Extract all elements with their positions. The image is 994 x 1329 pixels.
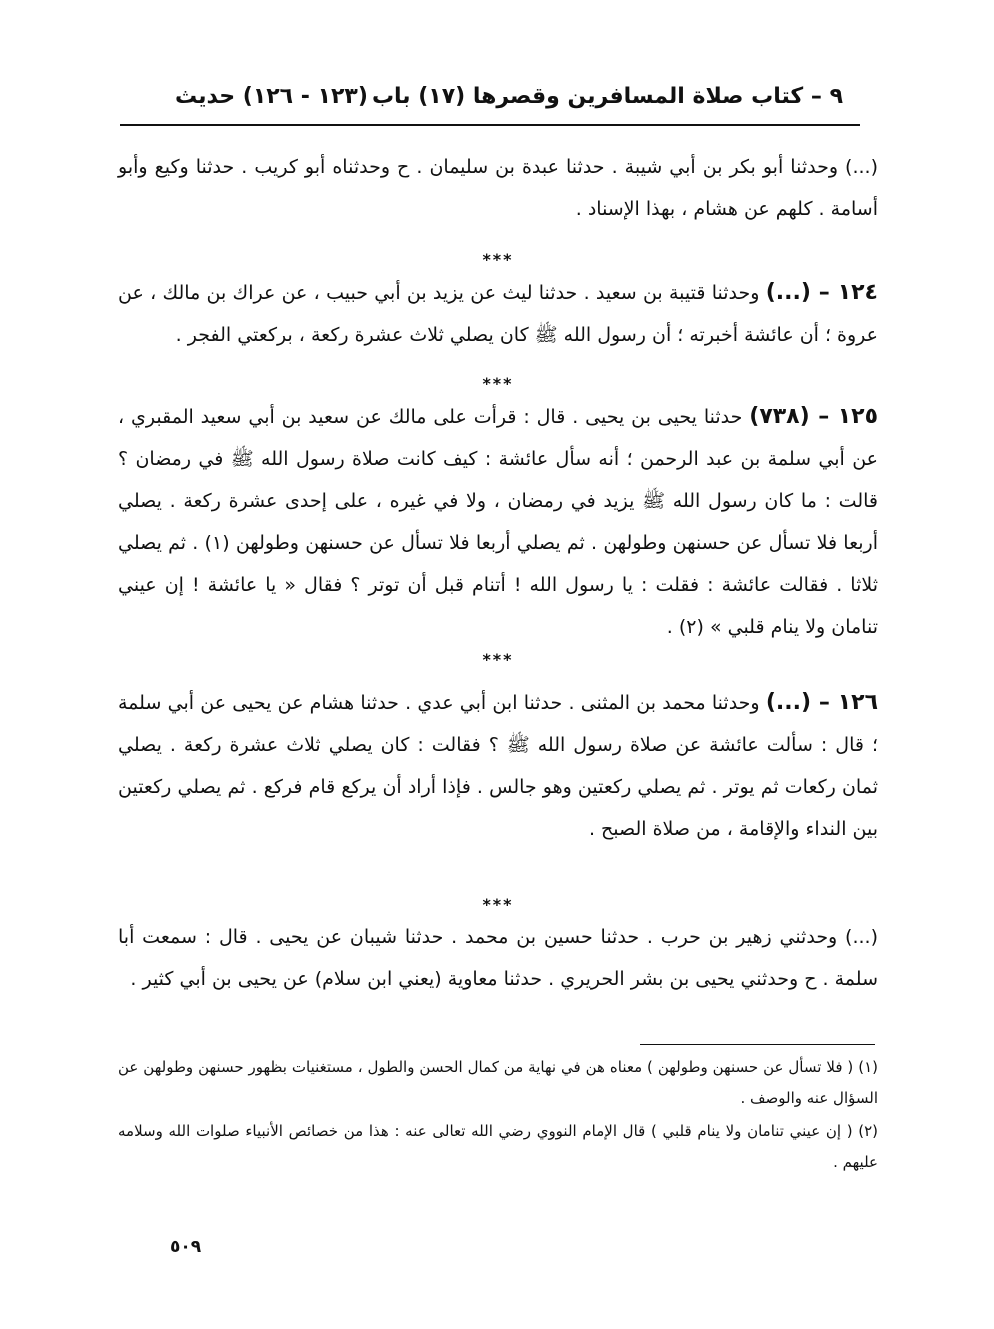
hadith-text: حدثنا يحيى بن يحيى . قال : قرأت على مالك عن سعيد بن أبي سعيد المقبري ، عن أبي سلمة بن عبد الرحمن ؛ أنه سأل عائشة : كيف كانت صلاة رسول الله ﷺ في رمضان ؟ قالت : ما كان رسول الله ﷺ يزيد في رمضان ، ولا في غيره ، على إحدى عشرة ركعة . يصلي أربعا فلا تسأل عن حسنهن وطولهن . ثم يصلي أربعا فلا تسأل عن حسنهن وطولهن (١) . ثم يصلي ثلاثا . فقالت عائشة : فقلت : يا رسول الله ! أتنام قبل أن توتر ؟ فقال « يا عائشة ! إن عيني تنامان ولا ينام قلبي » (٢) . xyxy=(118,406,878,638)
section-separator: *** xyxy=(482,650,514,669)
running-header xyxy=(175,78,843,124)
hadith-text: (...) وحدثني زهير بن حرب . حدثنا حسين بن محمد . حدثنا شيبان عن يحيى . قال : سمعت أبا سلمة . ح وحدثني يحيى بن بشر الحريري . حدثنا معاوية (يعني ابن سلام) عن يحيى بن أبي كثير . xyxy=(118,926,878,990)
hadith-number: ١٢٤ – (...) xyxy=(765,280,878,305)
hadith-text: وحدثنا محمد بن المثنى . حدثنا ابن أبي عدي . حدثنا هشام عن يحيى عن أبي سلمة ؛ قال : سألت عائشة عن صلاة رسول الله ﷺ ؟ فقالت : كان يصلي ثلاث عشرة ركعة . يصلي ثمان ركعات ثم يوتر . ثم يصلي ركعتين وهو جالس . فإذا أراد أن يركع قام فركع . ثم يصلي ركعتين بين النداء والإقامة ، من صلاة الصبح . xyxy=(118,692,878,840)
hadith-number: ١٢٥ – (٧٣٨) xyxy=(749,404,879,429)
footnotes xyxy=(118,1052,878,1180)
footnote-rule xyxy=(640,1044,875,1045)
section-separator: *** xyxy=(482,374,514,393)
section-separator: *** xyxy=(482,250,514,269)
hadith-text: (...) وحدثنا أبو بكر بن أبي شيبة . حدثنا عبدة بن سليمان . ح وحدثناه أبو كريب . حدثنا وكيع وأبو أسامة . كلهم عن هشام ، بهذا الإسناد . xyxy=(118,156,878,220)
header-hadith-range: (١٢٣ - ١٢٦) حديث xyxy=(175,84,368,109)
header-rule xyxy=(120,124,860,126)
footnote-1: (١) ( فلا تسأل عن حسنهن وطولهن ) معناه هن في نهاية من كمال الحسن والطول ، مستغنيات بظهور حسنهن وطولهن عن السؤال عنه والوصف . xyxy=(118,1058,878,1107)
hadith-125 xyxy=(118,396,878,648)
hadith-chain-block xyxy=(118,146,878,230)
section-separator: *** xyxy=(482,895,514,914)
hadith-text: وحدثنا قتيبة بن سعيد . حدثنا ليث عن يزيد بن أبي حبيب ، عن عراك بن مالك ، عن عروة ؛ أن عائشة أخبرته ؛ أن رسول الله ﷺ كان يصلي ثلاث عشرة ركعة ، بركعتي الفجر . xyxy=(118,282,878,346)
hadith-number: ١٢٦ – (...) xyxy=(765,690,879,715)
page-number: ٥٠٩ xyxy=(170,1237,202,1257)
hadith-126 xyxy=(118,682,878,850)
hadith-chain-block xyxy=(118,916,878,1000)
footnote-2: (٢) ( إن عيني تنامان ولا ينام قلبي ) قال الإمام النووي رضي الله تعالى عنه : هذا من خصائص الأنبياء صلوات الله وسلامه عليهم . xyxy=(118,1122,878,1171)
header-chapter-title: ٩ – كتاب صلاة المسافرين وقصرها (١٧) باب xyxy=(371,84,843,109)
hadith-124 xyxy=(118,272,878,356)
